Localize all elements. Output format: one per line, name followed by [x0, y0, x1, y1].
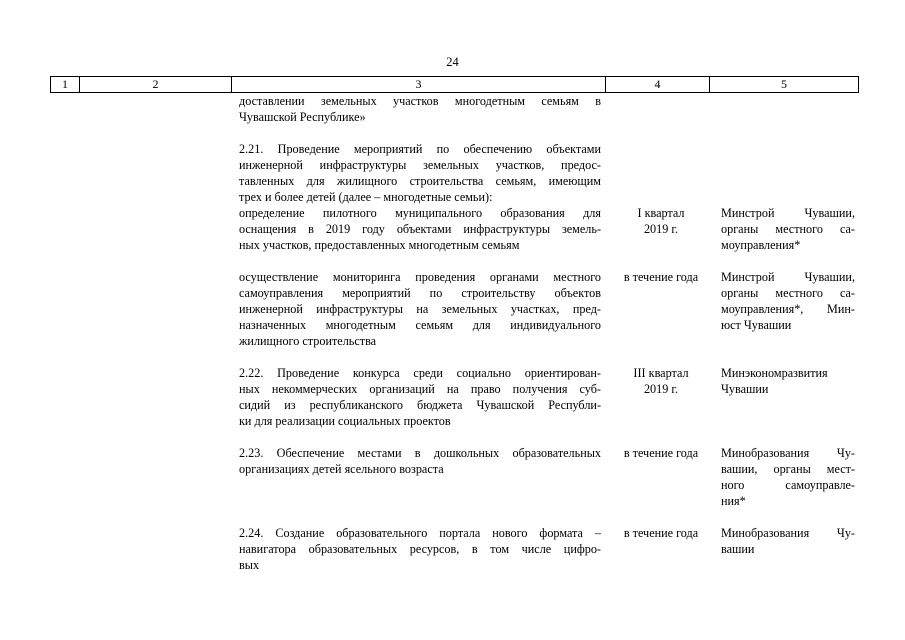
activity-cell: [239, 525, 601, 573]
text-line: Чувашской Республике»: [239, 110, 366, 124]
text-line: ния*: [721, 494, 746, 508]
activity-cell: [239, 445, 601, 477]
page-number: 24: [446, 55, 459, 69]
responsible-cell: [721, 525, 855, 557]
header-col-4: 4: [606, 77, 710, 92]
text-line: моуправления*, Мин-: [721, 302, 855, 316]
text-line: вых: [239, 558, 260, 572]
text-line: организациях детей ясельного возраста: [239, 462, 444, 476]
text-line: ных некоммерческих организаций на право получения суб-: [239, 382, 601, 396]
text-line: осуществление мониторинга проведения органами местного: [239, 270, 601, 284]
text-line: вашии, органы мест-: [721, 462, 855, 476]
text-line: 2019 г.: [643, 222, 679, 236]
table-header: [50, 76, 859, 93]
responsible-cell: [721, 365, 855, 397]
text-line: навигатора образовательных ресурсов, в том числе цифро-: [239, 542, 601, 556]
text-line: тавленных для жилищного строительства семьям, имеющим: [239, 174, 601, 188]
text-line: вашии: [721, 542, 755, 556]
text-line: самоуправления мероприятий по строительству объектов: [239, 286, 601, 300]
text-line: Чувашии: [721, 382, 769, 396]
text-line: в течение года: [623, 526, 699, 540]
activity-cell: [239, 205, 601, 253]
text-line: сидий из республиканского бюджета Чувашской Республи-: [239, 398, 601, 412]
text-line: Минстрой Чувашии,: [721, 206, 855, 220]
text-line: жилищного строительства: [239, 334, 377, 348]
text-line: юст Чувашии: [721, 318, 792, 332]
activity-cell: [239, 141, 601, 205]
responsible-cell: [721, 205, 855, 253]
header-col-2: 2: [80, 77, 232, 92]
responsible-cell: [721, 269, 855, 333]
text-line: ки для реализации социальных проектов: [239, 414, 451, 428]
text-line: определение пилотного муниципального образования для: [239, 206, 601, 220]
text-line: ных участков, предоставленных многодетным семьям: [239, 238, 520, 252]
deadline-cell: [610, 525, 712, 541]
deadline-cell: [610, 445, 712, 461]
text-line: органы местного са-: [721, 222, 855, 236]
text-line: моуправления*: [721, 238, 801, 252]
text-line: 2.24. Создание образовательного портала нового формата –: [239, 526, 601, 540]
text-line: I квартал: [637, 206, 685, 220]
text-line: 2.22. Проведение конкурса среди социально ориентирован-: [239, 366, 601, 380]
deadline-cell: [610, 365, 712, 397]
header-col-5: 5: [710, 77, 859, 92]
text-line: в течение года: [623, 446, 699, 460]
text-line: 2.23. Обеспечение местами в дошкольных образовательных: [239, 446, 601, 460]
header-col-3: 3: [232, 77, 606, 92]
deadline-cell: [610, 269, 712, 285]
deadline-cell: [610, 205, 712, 237]
text-line: назначенных многодетным семьям для индивидуального: [239, 318, 601, 332]
text-line: оснащения в 2019 году объектами инфраструктуры земель-: [239, 222, 601, 236]
text-line: 2.21. Проведение мероприятий по обеспечению объектами: [239, 142, 601, 156]
activity-cell: [239, 365, 601, 429]
text-line: трех и более детей (далее – многодетные семьи):: [239, 190, 493, 204]
text-line: 2019 г.: [643, 382, 679, 396]
text-line: Минобразования Чу-: [721, 446, 855, 460]
text-line: Минэкономразвития: [721, 366, 828, 380]
header-col-1: 1: [50, 77, 80, 92]
text-line: в течение года: [623, 270, 699, 284]
text-line: ного самоуправле-: [721, 478, 855, 492]
text-line: Минобразования Чу-: [721, 526, 855, 540]
activity-cell: [239, 269, 601, 349]
text-line: инженерной инфраструктуры земельных участков, предос-: [239, 158, 601, 172]
text-line: доставлении земельных участков многодетным семьям в: [239, 94, 601, 108]
text-line: органы местного са-: [721, 286, 855, 300]
responsible-cell: [721, 445, 855, 509]
activity-cell: [239, 93, 601, 125]
text-line: III квартал: [633, 366, 689, 380]
text-line: Минстрой Чувашии,: [721, 270, 855, 284]
text-line: инженерной инфраструктуры на земельных участках, пред-: [239, 302, 601, 316]
